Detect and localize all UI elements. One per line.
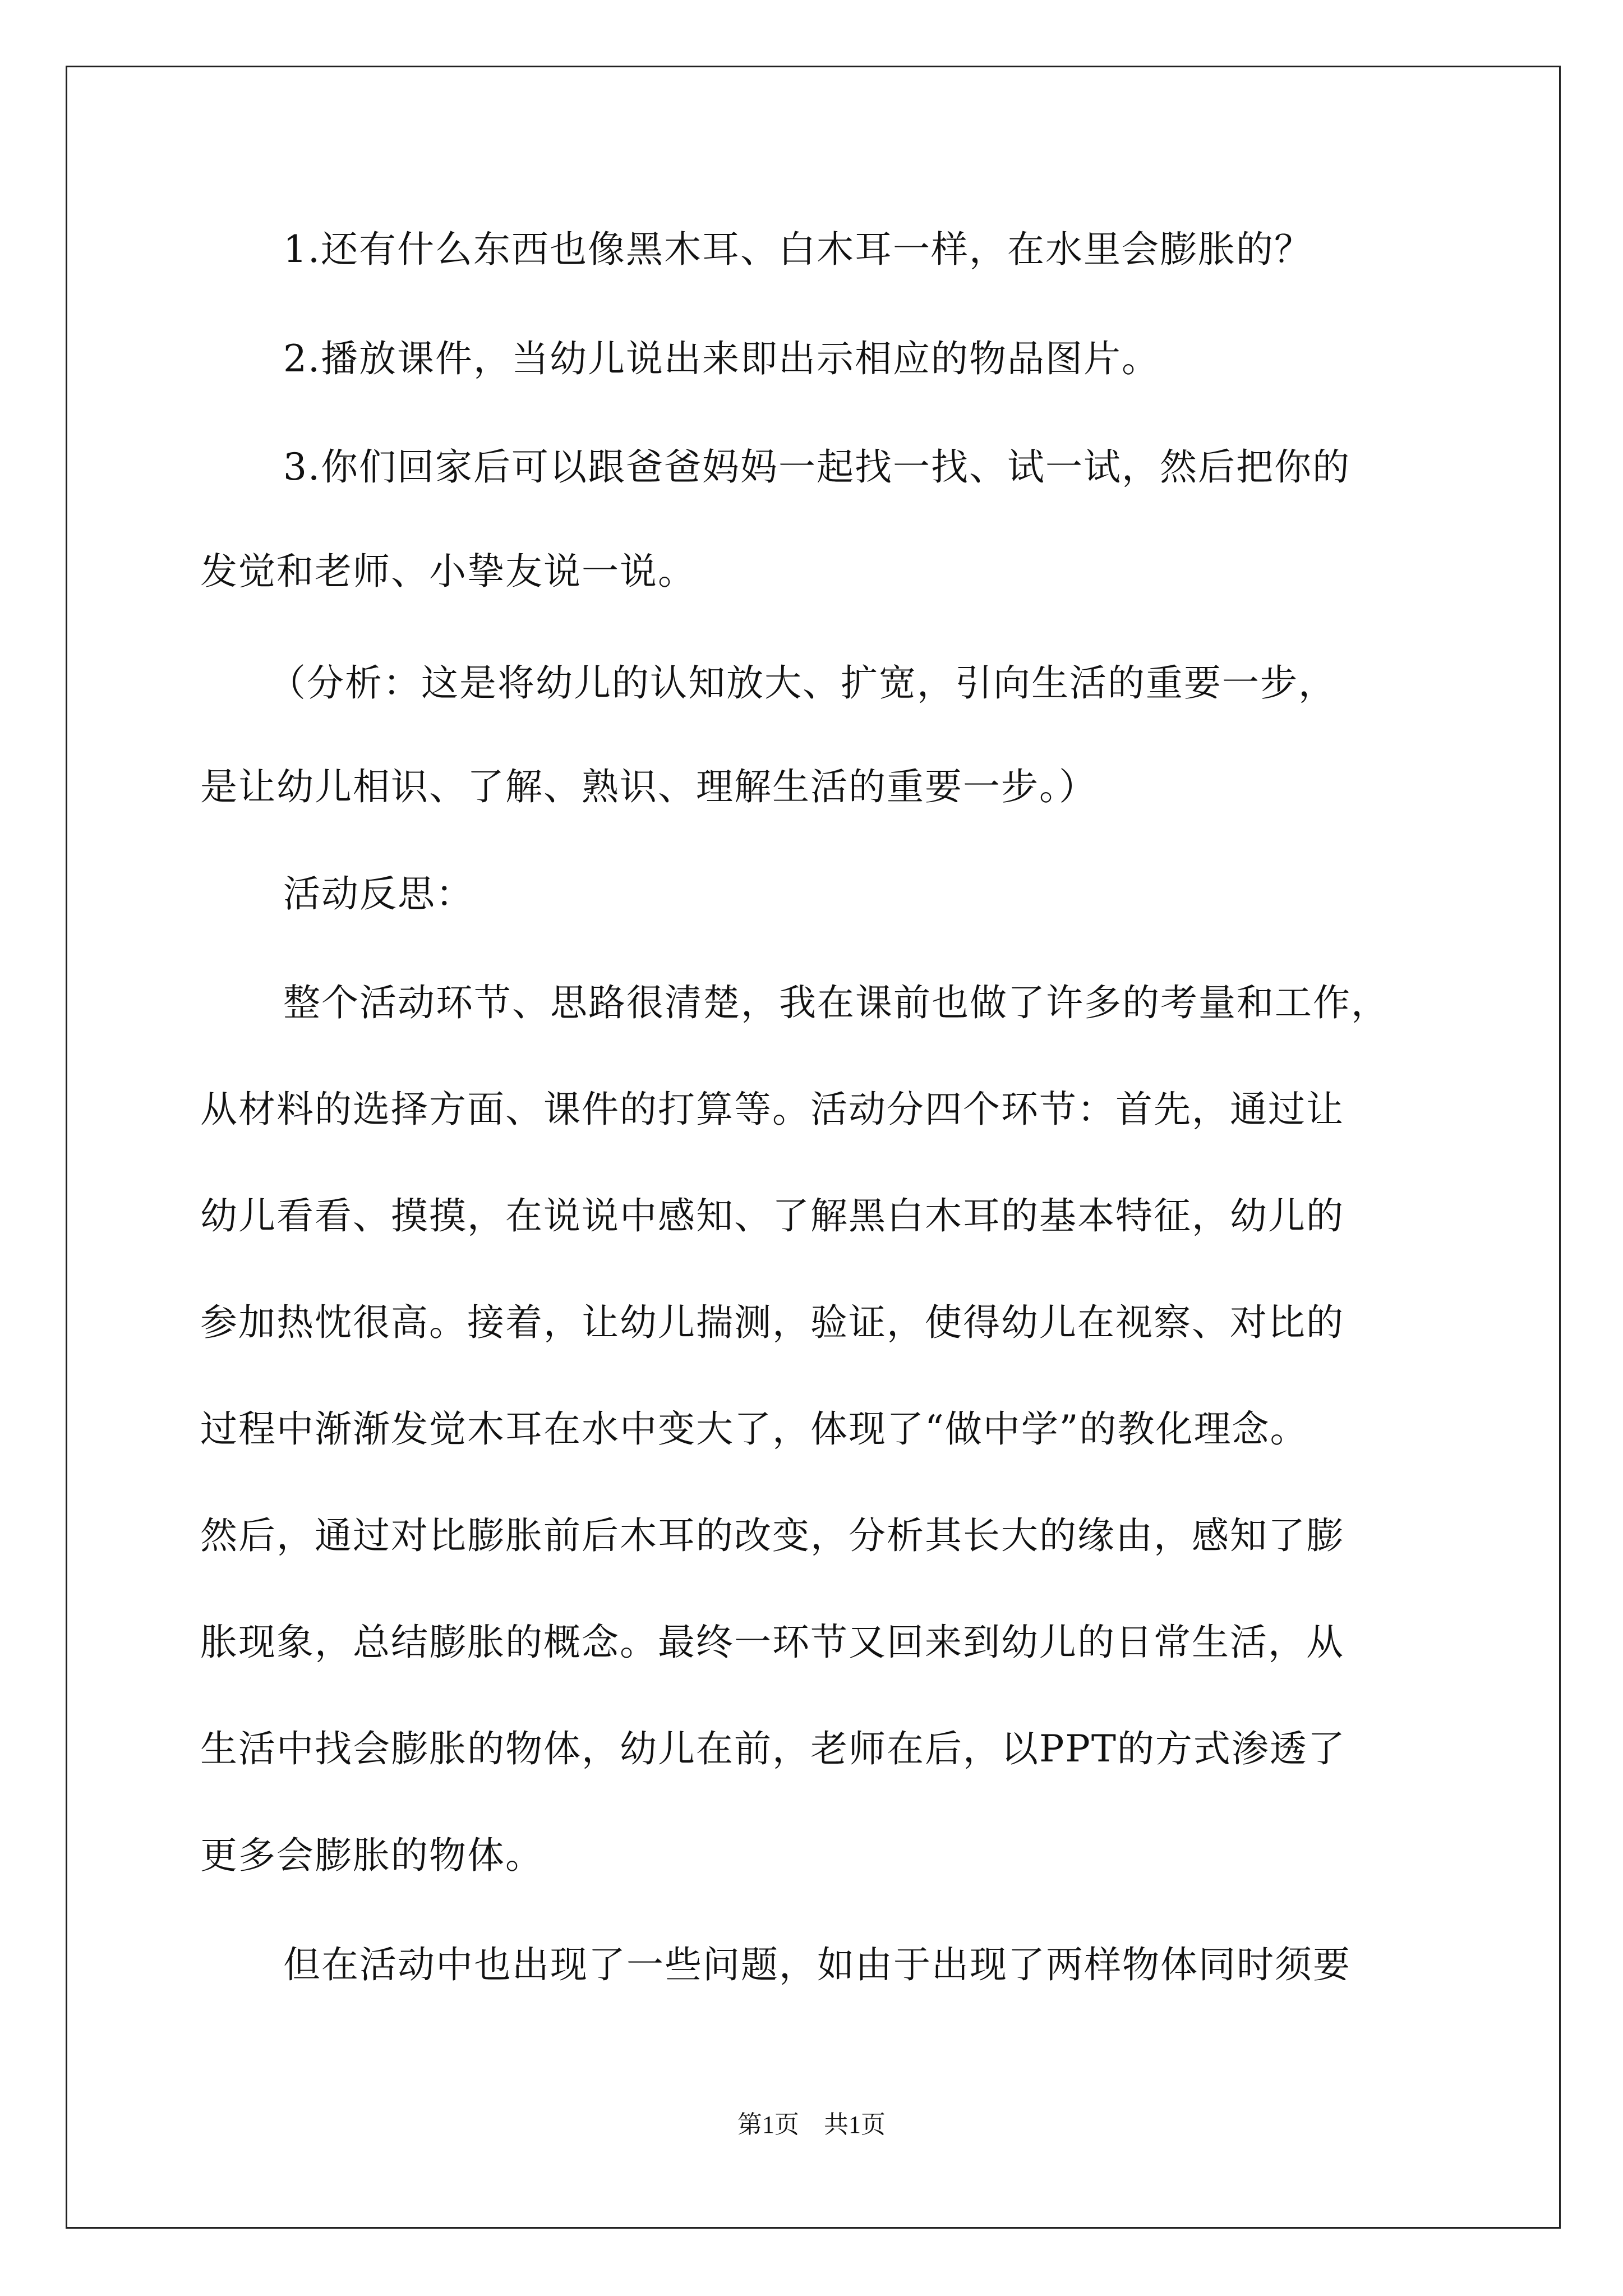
text-line: 过程中渐渐发觉木耳在水中变大了，体现了“做中学”的教化理念。: [200, 1407, 1308, 1451]
text-line: 从材料的选择方面、课件的打算等。活动分四个环节：首先，通过让: [200, 1088, 1344, 1131]
text-line: 生活中找会膨胀的物体，幼儿在前，老师在后，以PPT的方式渗透了: [200, 1727, 1346, 1770]
page-frame: [66, 66, 1561, 2229]
text-line: 然后，通过对比膨胀前后木耳的改变，分析其长大的缘由，感知了膨: [200, 1514, 1344, 1557]
text-line: 2.播放课件，当幼儿说出来即出示相应的物品图片。: [283, 337, 1160, 380]
text-line: 发觉和老师、小挚友说一说。: [200, 550, 696, 593]
text-line: 胀现象，总结膨胀的概念。最终一环节又回来到幼儿的日常生活，从: [200, 1621, 1344, 1664]
text-line: 整个活动环节、思路很清楚，我在课前也做了许多的考量和工作，: [283, 981, 1389, 1024]
text-line: （分析：这是将幼儿的认知放大、扩宽，引向生活的重要一步，: [269, 661, 1336, 705]
text-line: 3.你们回家后可以跟爸爸妈妈一起找一找、试一试，然后把你的: [283, 445, 1350, 489]
text-line: 但在活动中也出现了一些问题，如由于出现了两样物体同时须要: [283, 1943, 1351, 1986]
text-line: 参加热忱很高。接着，让幼儿揣测，验证，使得幼儿在视察、对比的: [200, 1301, 1344, 1344]
page-footer: 第1页 共1页: [737, 2111, 886, 2138]
text-line: 1.还有什么东西也像黑木耳、白木耳一样，在水里会膨胀的？: [283, 228, 1312, 271]
text-line: 是让幼儿相识、了解、熟识、理解生活的重要一步。）: [200, 765, 1097, 808]
text-line: 更多会膨胀的物体。: [200, 1834, 543, 1877]
text-line: 幼儿看看、摸摸，在说说中感知、了解黑白木耳的基本特征，幼儿的: [200, 1194, 1344, 1237]
section-heading: 活动反思：: [283, 872, 474, 915]
